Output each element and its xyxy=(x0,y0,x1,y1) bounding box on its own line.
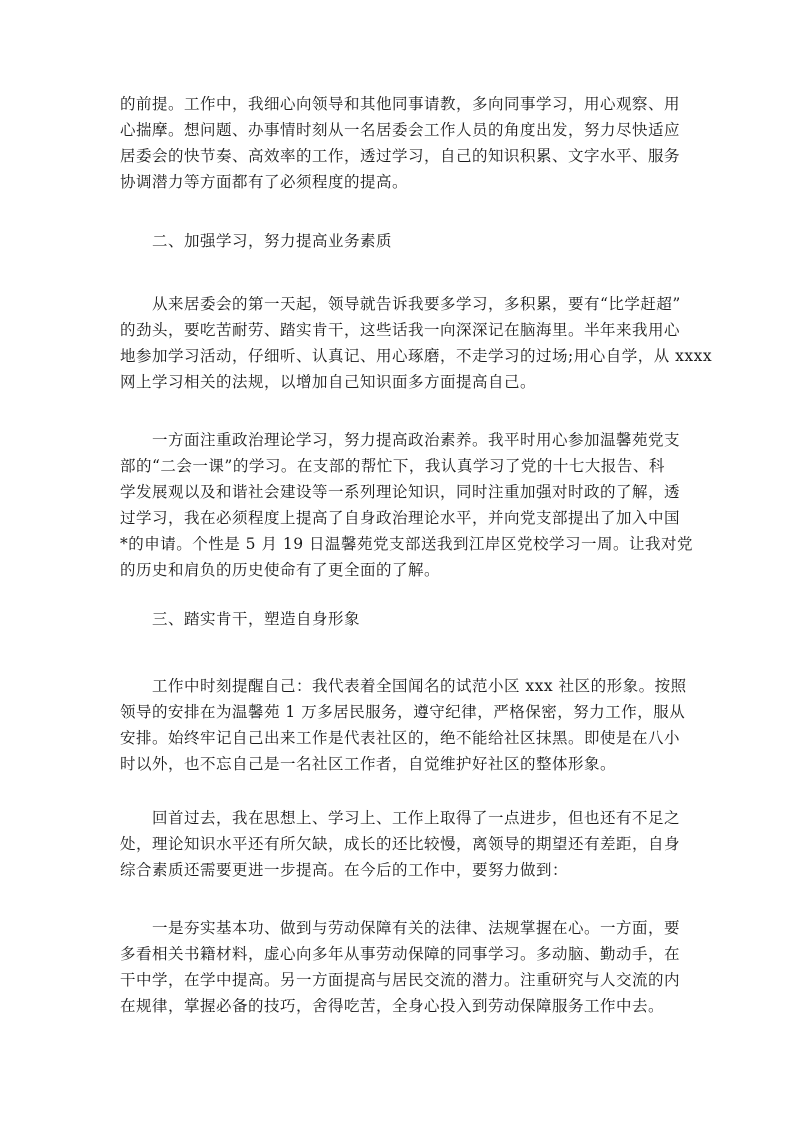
text-line: 工作中时刻提醒自己：我代表着全国闻名的试范小区 xxx 社区的形象。按照 xyxy=(152,677,687,695)
section-heading-study: 二、加强学习，努力提高业务素质 xyxy=(152,232,393,250)
text-line: 的劲头，要吃苦耐劳、踏实肯干，这些话我一向深深记在脑海里。半年来我用心 xyxy=(120,321,681,339)
text-line: 在规律，掌握必备的技巧，舍得吃苦，全身心投入到劳动保障服务工作中去。 xyxy=(120,997,665,1015)
text-line: 一是夯实基本功、做到与劳动保障有关的法律、法规掌握在心。一方面，要 xyxy=(152,919,681,937)
section-heading-image: 三、踏实肯干，塑造自身形象 xyxy=(152,610,361,628)
text-line: 部的“二会一课”的学习。在支部的帮忙下，我认真学习了党的十七大报告、科 xyxy=(120,457,665,475)
text-line: 安排。始终牢记自己出来工作是代表社区的，绝不能给社区抹黑。即使是在八小 xyxy=(120,729,681,747)
text-line: 处，理论知识水平还有所欠缺，成长的还比较慢，离领导的期望还有差距，自身 xyxy=(120,835,681,853)
text-line: 心揣摩。想问题、办事情时刻从一名居委会工作人员的角度出发，努力尽快适应 xyxy=(120,121,681,139)
paragraph-work-attitude xyxy=(120,91,680,195)
text-line: 地参加学习活动，仔细听、认真记、用心琢磨，不走学习的过场;用心自学，从 xxxx xyxy=(120,347,713,365)
text-line: 学发展观以及和谐社会建设等一系列理论知识，同时注重加强对时政的了解，透 xyxy=(120,483,681,501)
text-line: 居委会的快节奏、高效率的工作，透过学习，自己的知识积累、文字水平、服务 xyxy=(120,147,681,165)
text-line: 综合素质还需要更进一步提高。在今后的工作中，要努力做到： xyxy=(120,861,569,879)
text-line: 协调潜力等方面都有了必须程度的提高。 xyxy=(120,173,409,191)
text-line: 一方面注重政治理论学习，努力提高政治素养。我平时用心参加温馨苑党支 xyxy=(152,431,681,449)
text-line: 时以外，也不忘自己是一名社区工作者，自觉维护好社区的整体形象。 xyxy=(120,755,617,773)
text-line: 的历史和肩负的历史使命有了更全面的了解。 xyxy=(120,561,441,579)
paragraph-community-image xyxy=(120,673,687,777)
paragraph-study-habits xyxy=(120,291,713,395)
paragraph-political-study xyxy=(120,427,694,583)
text-line: 多看相关书籍材料，虚心向多年从事劳动保障的同事学习。多动脑、勤动手，在 xyxy=(120,945,681,963)
text-line: 的前提。工作中，我细心向领导和其他同事请教，多向同事学习，用心观察、用 xyxy=(120,95,681,113)
text-line: 领导的安排在为温馨苑 1 万多居民服务，遵守纪律，严格保密，努力工作，服从 xyxy=(120,703,686,721)
paragraph-goals xyxy=(120,915,680,1019)
text-line: 网上学习相关的法规，以增加自己知识面多方面提高自己。 xyxy=(120,373,537,391)
paragraph-reflection xyxy=(120,805,680,883)
text-line: *的申请。个性是 5 月 19 日温馨苑党支部送我到江岸区党校学习一周。让我对党 xyxy=(120,535,694,553)
text-line: 回首过去，我在思想上、学习上、工作上取得了一点进步，但也还有不足之 xyxy=(152,809,681,827)
text-line: 过学习，我在必须程度上提高了自身政治理论水平，并向党支部提出了加入中国 xyxy=(120,509,681,527)
text-line: 干中学，在学中提高。另一方面提高与居民交流的潜力。注重研究与人交流的内 xyxy=(120,971,681,989)
text-line: 从来居委会的第一天起，领导就告诉我要多学习，多积累，要有“比学赶超” xyxy=(152,295,681,313)
